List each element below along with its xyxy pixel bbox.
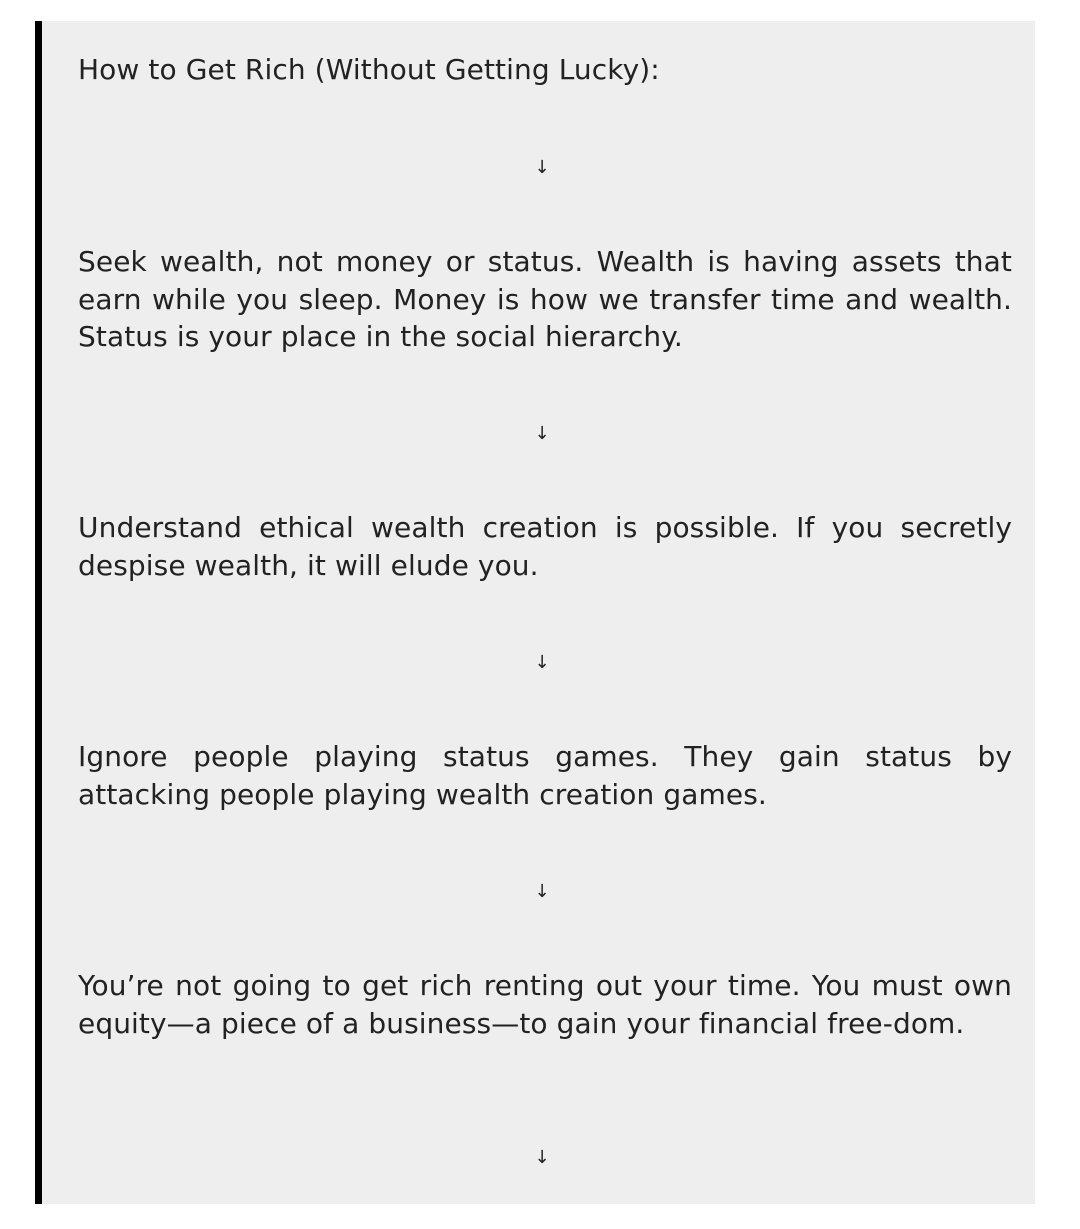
quote-heading: How to Get Rich (Without Getting Lucky): xyxy=(78,53,660,86)
quote-paragraph: Ignore people playing status games. They gain status by attacking people playing wealth creation games. xyxy=(78,740,1012,811)
quote-paragraph: You’re not going to get rich renting out your time. You must own equity—a piece of a business—to gain your financial free-dom. xyxy=(78,969,1012,1040)
quote-paragraph: Understand ethical wealth creation is possible. If you secretly despise wealth, it will elude you. xyxy=(78,511,1012,582)
quote-paragraph: Seek wealth, not money or status. Wealth is having assets that earn while you sleep. Money is how we transfer time and wealth. Status is your place in the social hierarchy. xyxy=(78,245,1012,353)
down-arrow-icon: ↓ xyxy=(534,423,550,444)
down-arrow-icon: ↓ xyxy=(534,157,550,178)
down-arrow-icon: ↓ xyxy=(534,652,550,673)
blockquote xyxy=(35,21,1035,1204)
down-arrow-icon: ↓ xyxy=(534,881,550,902)
down-arrow-icon: ↓ xyxy=(534,1147,550,1168)
